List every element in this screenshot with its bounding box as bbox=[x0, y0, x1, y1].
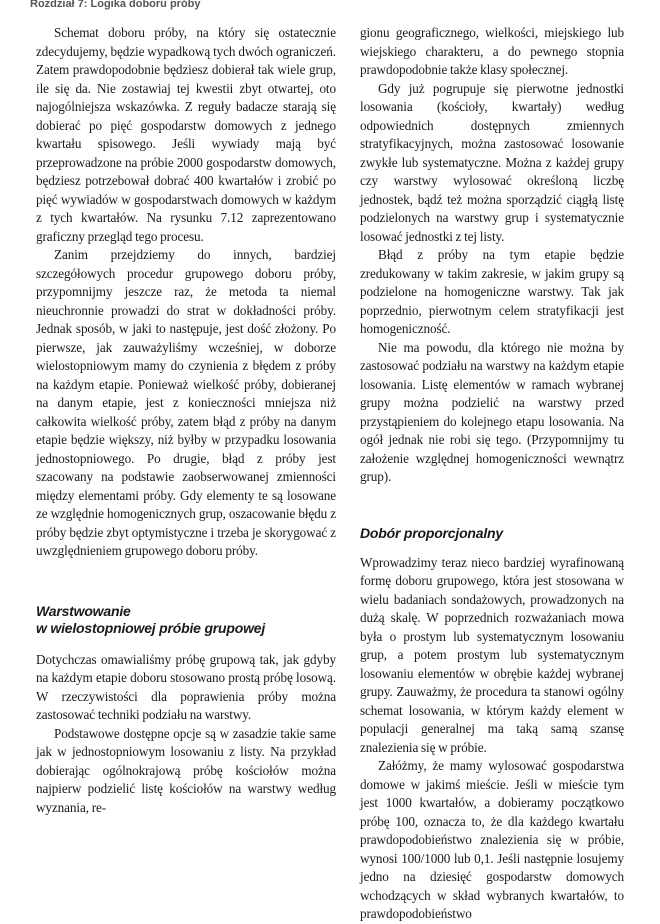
paragraph: Zanim przejdziemy do innych, bardziej szczegółowych procedur grupowego doboru próby, przypomnijmy jeszcze raz, że metoda ta niemal nieuchronnie prowadzi do strat w dokładności próby. Jednak sposób, w jaki to następuje, jest dość złożony. Po pierwsze, jak zauważyliśmy wcześniej, w doborze wielostopniowym mamy do czynienia z błędem z próby na każdym etapie. Ponieważ wielkość próby, dobieranej na danym etapie, jest z konieczności mniejsza niż całkowita wielkość próby, zatem błąd z próby na danym etapie będzie większy, niż byłby w przypadku losowania jednostopniowego. Po drugie, błąd z próby jest szacowany na podstawie zaobserwowanej zmienności między elementami próby. Gdy elementy te są losowane ze względnie homogenicznych grup, oszacowanie błędu z próby będzie zbyt optymistyczne i trzeba je skorygować z uwzględnieniem grupowego doboru próby. bbox=[36, 247, 336, 558]
section-heading-line: w wielostopniowej próbie grupowej bbox=[36, 619, 266, 636]
paragraph: Schemat doboru próby, na który się ostatecznie zdecydujemy, będzie wypadkową tych dwóch ograniczeń. Zatem prawdopodobnie będziesz dobierał tak wiele grup, ile się da. Nie zostawiaj tej kwestii zbyt otwartej, oto najogólniejsza wskazówka. Z reguły badacze starają się dobierać po pięć gospodarstw domowych z jednego kwartału spisowego. Jeśli wywiady mają być przeprowadzone na próbie 2000 gospodarstw domowych, będziesz potrzebował dobrać 400 kwartałów i zrobić po pięć wywiadów w gospodarstwach domowych w każdym z tych kwartałów. Na rysunku 7.12 zaprezentowano graficzny przegląd tego procesu. bbox=[36, 25, 336, 244]
section-heading-line: Warstwowanie bbox=[36, 602, 131, 619]
paragraph: Nie ma powodu, dla którego nie można by zastosować podziału na warstwy na każdym etapie losowania. Listę elementów w ramach wybranej grupy można podzielić na warstwy przed przystąpieniem do kolejnego etapu losowania. Na ogół jednak nie robi się tego. (Przypomnijmy tu założenie względnej homogeniczności wewnątrz grup). bbox=[360, 339, 624, 484]
paragraph: Podstawowe dostępne opcje są w zasadzie takie same jak w jednostopniowym losowaniu z listy. Na przykład dobierając ogólnokrajową próbę kościołów można najpierw podzielić listę kościołów na warstwy według wyznania, re- bbox=[36, 725, 336, 815]
paragraph: Gdy już pogrupuje się pierwotne jednostki losowania (kościoły, kwartały) według odpowiednich dostępnych zmiennych stratyfikacyjnych, można zastosować losowanie zwykłe lub systematyczne. Można z każdej grupy czy warstwy wylosować określoną liczbę jednostek, bądź też można sporządzić ciągłą listę podzielonych na warstwy grup i systematycznie losować jednostki z tej listy. bbox=[360, 80, 624, 244]
paragraph: Dotychczas omawialiśmy próbę grupową tak, jak gdyby na każdym etapie doboru stosowano prostą próbę losową. W rzeczywistości dla poprawienia próby można zastosować techniki podziału na warstwy. bbox=[36, 651, 336, 722]
paragraph: Załóżmy, że mamy wylosować gospodarstwa domowe w jakimś mieście. Jeśli w mieście tym jest 1000 kwartałów, a dobieramy początkowo próbę 100, oznacza to, że dla każdego kwartału prawdopodobieństwo znalezienia się w próbie, wynosi 100/1000 lub 0,1. Jeśli następnie losujemy jedno na dziesięć gospodarstw domowych wchodzących w skład wybranych kwartałów, to prawdopodobieństwo bbox=[360, 758, 624, 921]
paragraph: Wprowadzimy teraz nieco bardziej wyrafinowaną formę doboru grupowego, która jest stosowana w wielu badaniach sondażowych, prowadzonych na dużą skalę. W poprzednich rozważaniach mowa była o prostym lub systematycznym losowaniu grup, a potem prostym lub systematycznym losowaniu elementów w obrębie każdej wybranej grupy. Zauważmy, że procedura ta stanowi ogólny schemat losowania, w którym każdy element w populacji generalnej ma taką samą szansę znalezienia się w próbie. bbox=[360, 554, 624, 755]
paragraph: Błąd z próby na tym etapie będzie zredukowany w takim zakresie, w jakim grupy są podzielone na homogeniczne warstwy. Tak jak poprzednio, pierwotnym celem stratyfikacji jest homogeniczność. bbox=[360, 247, 624, 336]
left-column bbox=[36, 24, 336, 817]
section-heading: Dobór proporcjonalny bbox=[360, 524, 504, 541]
right-column bbox=[360, 24, 624, 924]
page-header: Rozdział 7: Logika doboru próby bbox=[30, 0, 201, 10]
paragraph: gionu geograficznego, wielkości, miejskiego lub wiejskiego charakteru, a do pewnego stopnia prawdopodobnie także klasy społecznej. bbox=[360, 25, 624, 77]
